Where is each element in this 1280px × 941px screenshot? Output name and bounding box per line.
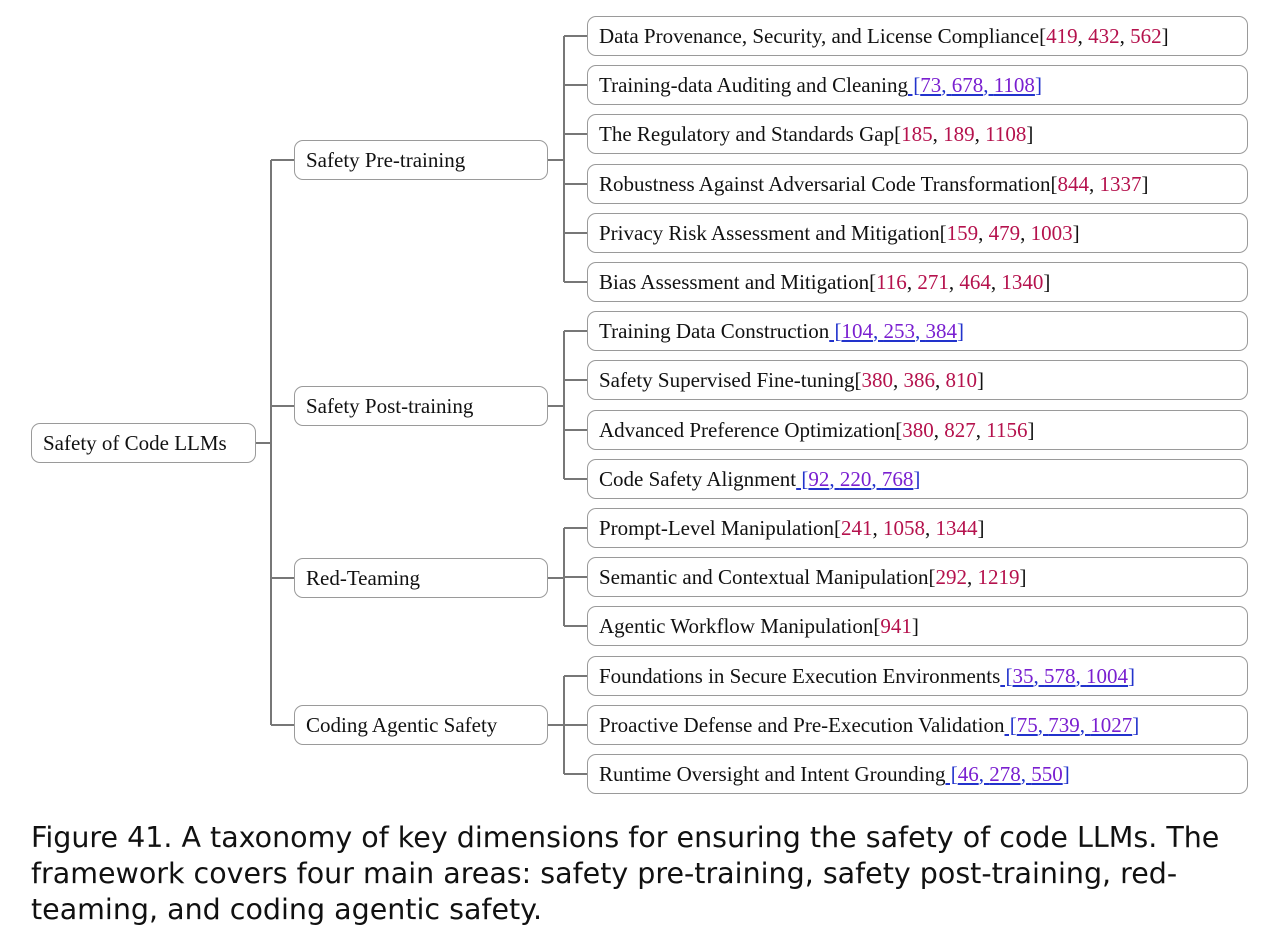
figure-caption: Figure 41. A taxonomy of key dimensions for ensuring the safety of code LLMs. The framework covers four main areas: safety pre-training, safety post-training, red-teaming, and coding agentic safety. — [31, 821, 1220, 926]
subtopic-node — [587, 410, 1248, 450]
citation-group: [73, 678, 1108] — [907, 72, 1042, 97]
citation-ref[interactable]: 941 — [880, 613, 912, 638]
subtopic-node — [587, 508, 1248, 548]
subtopic-label: Robustness Against Adversarial Code Transformation — [599, 171, 1051, 196]
category-node — [294, 386, 548, 426]
subtopic-label: Safety Supervised Fine-tuning — [599, 367, 855, 392]
citation-ref[interactable]: 159 — [946, 220, 979, 245]
subtopic-label: Training-data Auditing and Cleaning — [599, 72, 908, 97]
subtopic-node — [587, 311, 1248, 351]
category-label: Safety Pre-training — [306, 147, 466, 172]
citation-group: [844, 1337] — [1050, 171, 1149, 196]
category-label: Red-Teaming — [306, 565, 420, 590]
subtopic-node — [587, 65, 1248, 105]
subtopic-node — [587, 705, 1248, 745]
subtopic-label: The Regulatory and Standards Gap — [599, 121, 895, 146]
citation-ref[interactable]: 1108 — [993, 72, 1035, 97]
subtopic-node — [587, 262, 1248, 302]
subtopic-node — [587, 114, 1248, 154]
subtopic-label: Training Data Construction — [599, 318, 830, 343]
citation-ref[interactable]: 1108 — [985, 121, 1027, 146]
category-node — [294, 705, 548, 745]
citation-ref[interactable]: 241 — [841, 515, 873, 540]
subtopic-node — [587, 606, 1248, 646]
subtopic-label: Proactive Defense and Pre-Execution Validation — [599, 712, 1005, 737]
citation-ref[interactable]: 739 — [1048, 712, 1080, 737]
citation-group: [46, 278, 550] — [945, 761, 1070, 786]
subtopic-label: Advanced Preference Optimization — [599, 417, 896, 442]
subtopic-node — [587, 164, 1248, 204]
category-node — [294, 140, 548, 180]
citation-ref[interactable]: 432 — [1088, 23, 1120, 48]
citation-ref[interactable]: 479 — [988, 220, 1021, 245]
citation-ref[interactable]: 92 — [808, 466, 830, 491]
citation-ref[interactable]: 104 — [841, 318, 873, 343]
subtopic-node — [587, 754, 1248, 794]
citation-ref[interactable]: 271 — [917, 269, 949, 294]
subtopic-label: Bias Assessment and Mitigation — [599, 269, 870, 294]
citation-group: [380, 386, 810] — [854, 367, 984, 392]
citation-ref[interactable]: 185 — [901, 121, 933, 146]
citation-ref[interactable]: 35 — [1012, 663, 1034, 688]
citation-ref[interactable]: 1003 — [1030, 220, 1073, 245]
citation-ref[interactable]: 1156 — [986, 417, 1028, 442]
category-node — [294, 558, 548, 598]
citation-ref[interactable]: 386 — [903, 367, 935, 392]
citation-ref[interactable]: 1027 — [1090, 712, 1133, 737]
subtopic-label: Prompt-Level Manipulation — [599, 515, 835, 540]
citation-ref[interactable]: 189 — [943, 121, 975, 146]
citation-ref[interactable]: 1219 — [977, 564, 1020, 589]
citation-ref[interactable]: 380 — [861, 367, 893, 392]
subtopic-node — [587, 360, 1248, 400]
citation-group: [75, 739, 1027] — [1004, 712, 1140, 737]
citation-group: [241, 1058, 1344] — [834, 515, 985, 540]
citation-group: [35, 578, 1004] — [1000, 663, 1136, 688]
citation-ref[interactable]: 75 — [1016, 712, 1038, 737]
citation-ref[interactable]: 278 — [989, 761, 1021, 786]
category-label: Safety Post-training — [306, 393, 474, 418]
citation-ref[interactable]: 384 — [925, 318, 957, 343]
subtopic-label: Data Provenance, Security, and License Compliance — [599, 23, 1040, 48]
citation-ref[interactable]: 1058 — [883, 515, 926, 540]
citation-ref[interactable]: 73 — [920, 72, 942, 97]
citation-ref[interactable]: 220 — [839, 466, 872, 491]
subtopic-node — [587, 459, 1248, 499]
citation-group: [185, 189, 1108] — [894, 121, 1034, 146]
citation-ref[interactable]: 768 — [881, 466, 914, 491]
citation-ref[interactable]: 562 — [1130, 23, 1162, 48]
subtopic-node — [587, 16, 1248, 56]
citation-ref[interactable]: 550 — [1031, 761, 1063, 786]
citation-group: [292, 1219] — [928, 564, 1027, 589]
root-node — [31, 423, 256, 463]
citation-ref[interactable]: 827 — [944, 417, 976, 442]
subtopic-node — [587, 213, 1248, 253]
subtopic-node — [587, 557, 1248, 597]
subtopic-label: Foundations in Secure Execution Environments — [599, 663, 1001, 688]
citation-ref[interactable]: 380 — [902, 417, 934, 442]
citation-ref[interactable]: 810 — [945, 367, 977, 392]
subtopic-label: Semantic and Contextual Manipulation — [599, 564, 929, 589]
citation-ref[interactable]: 292 — [935, 564, 968, 589]
subtopic-label: Privacy Risk Assessment and Mitigation — [599, 220, 940, 245]
citation-ref[interactable]: 844 — [1057, 171, 1089, 196]
subtopic-label: Runtime Oversight and Intent Grounding — [599, 761, 946, 786]
citation-group: [159, 479, 1003] — [939, 220, 1080, 245]
citation-ref[interactable]: 1337 — [1099, 171, 1142, 196]
citation-group: [419, 432, 562] — [1039, 23, 1169, 48]
citation-ref[interactable]: 419 — [1046, 23, 1078, 48]
subtopic-label: Code Safety Alignment — [599, 466, 797, 491]
citation-group: [104, 253, 384] — [829, 318, 964, 343]
citation-ref[interactable]: 1004 — [1086, 663, 1129, 688]
citation-group: [941] — [873, 613, 919, 638]
citation-group: [116, 271, 464, 1340] — [869, 269, 1051, 294]
citation-group: [92, 220, 768] — [796, 466, 921, 491]
citation-ref[interactable]: 464 — [959, 269, 991, 294]
citation-ref[interactable]: 253 — [883, 318, 915, 343]
root-node-label: Safety of Code LLMs — [43, 430, 227, 455]
citation-ref[interactable]: 678 — [951, 72, 984, 97]
citation-ref[interactable]: 578 — [1044, 663, 1076, 688]
category-label: Coding Agentic Safety — [306, 712, 498, 737]
citation-ref[interactable]: 1344 — [935, 515, 978, 540]
citation-group: [380, 827, 1156] — [895, 417, 1035, 442]
subtopic-label: Agentic Workflow Manipulation — [599, 613, 874, 638]
citation-ref[interactable]: 1340 — [1001, 269, 1044, 294]
citation-ref[interactable]: 116 — [876, 269, 907, 294]
subtopic-node — [587, 656, 1248, 696]
citation-ref[interactable]: 46 — [957, 761, 979, 786]
